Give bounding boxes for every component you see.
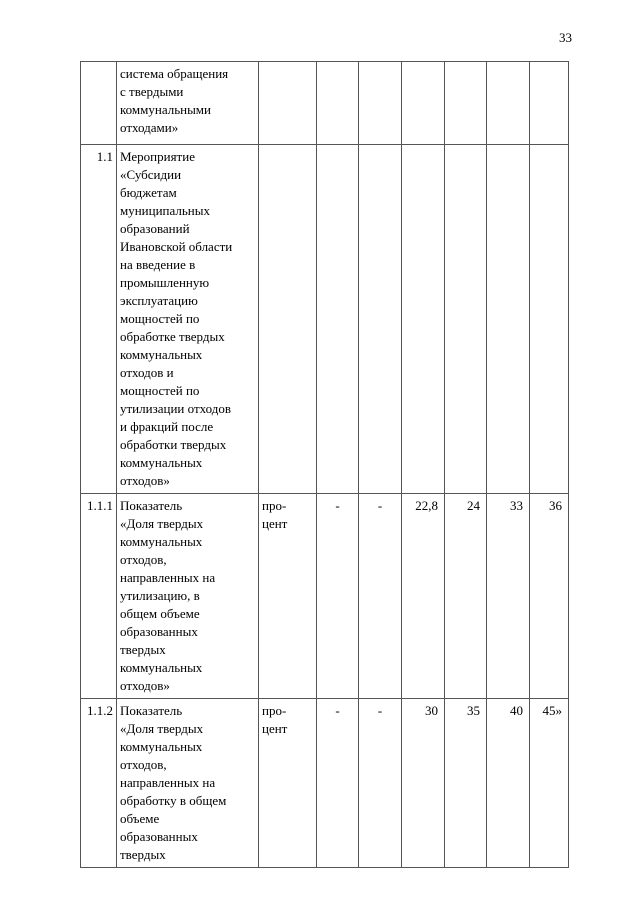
value-cell — [445, 145, 487, 494]
row-number: 1.1.1 — [81, 494, 117, 699]
unit-line: цент — [262, 721, 288, 736]
description-line: на введение в — [120, 257, 196, 272]
row-unit — [259, 699, 317, 868]
value-cell: - — [317, 494, 359, 699]
description-line: общем объеме — [120, 606, 200, 621]
row-number: 1.1.2 — [81, 699, 117, 868]
row-description — [117, 145, 259, 494]
value-cell: 36 — [530, 494, 569, 699]
description-line: образованных — [120, 624, 198, 639]
description-line: «Доля твердых — [120, 516, 204, 531]
description-line: Показатель — [120, 498, 183, 513]
value-cell — [317, 145, 359, 494]
description-line: образованных — [120, 829, 198, 844]
description-line: с твердыми — [120, 84, 184, 99]
value-cell: - — [317, 699, 359, 868]
value-cell — [487, 62, 530, 145]
value-cell: 45» — [530, 699, 569, 868]
table-row — [81, 699, 569, 868]
description-line: промышленную — [120, 275, 210, 290]
description-line: обработки твердых — [120, 437, 227, 452]
description-line: обработку в общем — [120, 793, 227, 808]
description-line: и фракций после — [120, 419, 214, 434]
value-cell — [402, 145, 445, 494]
description-line: коммунальных — [120, 455, 203, 470]
row-description — [117, 494, 259, 699]
row-description — [117, 699, 259, 868]
row-number — [81, 62, 117, 145]
unit-line: про- — [262, 703, 287, 718]
table-row — [81, 62, 569, 145]
table-row — [81, 494, 569, 699]
description-line: отходами» — [120, 120, 179, 135]
description-line: утилизации отходов — [120, 401, 232, 416]
description-line: бюджетам — [120, 185, 177, 200]
description-line: направленных на — [120, 570, 216, 585]
row-number: 1.1 — [81, 145, 117, 494]
description-line: муниципальных — [120, 203, 211, 218]
description-line: Ивановской области — [120, 239, 233, 254]
value-cell: 35 — [445, 699, 487, 868]
description-line: коммунальными — [120, 102, 211, 117]
description-line: твердых — [120, 642, 166, 657]
description-line: система обращения — [120, 66, 229, 81]
value-cell: - — [359, 699, 402, 868]
description-line: эксплуатацию — [120, 293, 198, 308]
page-number: 33 — [559, 30, 572, 45]
description-line: Мероприятие — [120, 149, 195, 164]
value-cell: - — [359, 494, 402, 699]
description-line: «Субсидии — [120, 167, 182, 182]
description-line: объеме — [120, 811, 160, 826]
value-cell — [487, 145, 530, 494]
value-cell — [402, 62, 445, 145]
value-cell: 33 — [487, 494, 530, 699]
value-cell — [445, 62, 487, 145]
description-line: коммунальных — [120, 347, 203, 362]
value-cell — [359, 62, 402, 145]
row-unit — [259, 145, 317, 494]
description-line: Показатель — [120, 703, 183, 718]
description-line: отходов» — [120, 678, 170, 693]
value-cell — [530, 145, 569, 494]
description-line: твердых — [120, 847, 166, 862]
value-cell: 40 — [487, 699, 530, 868]
description-line: мощностей по — [120, 311, 200, 326]
description-line: мощностей по — [120, 383, 200, 398]
description-line: направленных на — [120, 775, 216, 790]
value-cell: 24 — [445, 494, 487, 699]
value-cell — [530, 62, 569, 145]
row-unit — [259, 494, 317, 699]
description-line: коммунальных — [120, 534, 203, 549]
row-description — [117, 62, 259, 145]
indicators-table — [80, 61, 569, 868]
description-line: отходов, — [120, 757, 167, 772]
table-row — [81, 145, 569, 494]
description-line: утилизацию, в — [120, 588, 200, 603]
description-line: коммунальных — [120, 739, 203, 754]
value-cell — [317, 62, 359, 145]
description-line: «Доля твердых — [120, 721, 204, 736]
description-line: образований — [120, 221, 190, 236]
description-line: отходов» — [120, 473, 170, 488]
value-cell: 30 — [402, 699, 445, 868]
unit-line: про- — [262, 498, 287, 513]
description-line: обработке твердых — [120, 329, 225, 344]
value-cell — [359, 145, 402, 494]
description-line: коммунальных — [120, 660, 203, 675]
description-line: отходов и — [120, 365, 174, 380]
value-cell: 22,8 — [402, 494, 445, 699]
unit-line: цент — [262, 516, 288, 531]
description-line: отходов, — [120, 552, 167, 567]
row-unit — [259, 62, 317, 145]
